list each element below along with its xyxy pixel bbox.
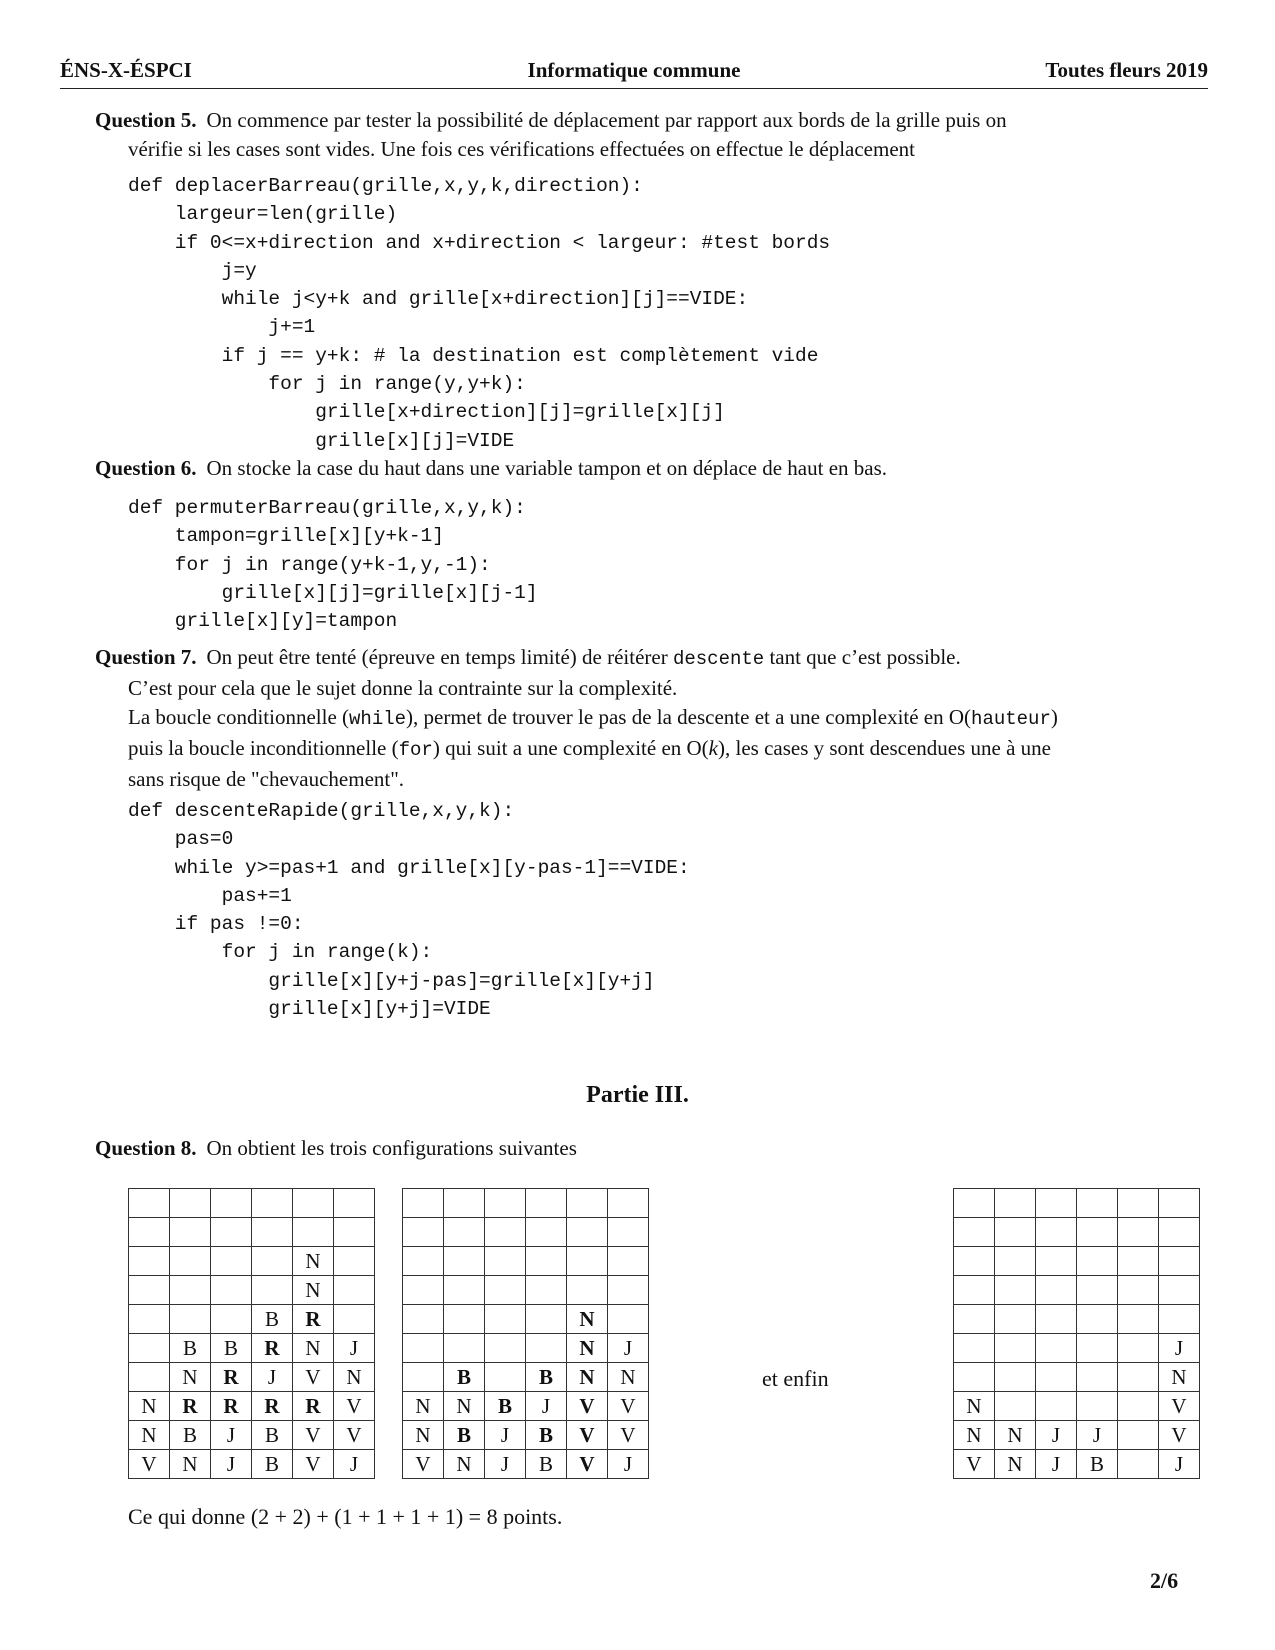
code-line: for j in range(k): [128, 941, 433, 964]
grid-cell [1036, 1276, 1077, 1305]
code-line: while y>=pas+1 and grille[x][y-pas-1]==VIDE: [128, 856, 690, 879]
grid-configuration-2 [402, 1188, 649, 1479]
grid-cell [526, 1218, 567, 1247]
grid-row [403, 1305, 649, 1334]
grid-cell: J [1036, 1450, 1077, 1479]
grid-cell [485, 1305, 526, 1334]
grid-cell: N [608, 1363, 649, 1392]
grid-cell: N [567, 1363, 608, 1392]
code-term-for: for [398, 739, 433, 761]
grid-cell: V [293, 1421, 334, 1450]
code-line: for j in range(y+k-1,y,-1): [128, 553, 491, 576]
grid-cell [1118, 1276, 1159, 1305]
grid-cell [170, 1276, 211, 1305]
question-7-line-5: sans risque de "chevauchement". [128, 767, 405, 791]
question-7-line-4b: ) qui suit a une complexité en O( [432, 736, 709, 760]
grid-cell: J [608, 1450, 649, 1479]
grid-row [403, 1189, 649, 1218]
question-7-line-3b: ), permet de trouver le pas de la descente et a une complexité en O( [406, 705, 972, 729]
grid-cell [1077, 1247, 1118, 1276]
grid-cell: B [444, 1363, 485, 1392]
grid-cell: J [485, 1450, 526, 1479]
code-line: def descenteRapide(grille,x,y,k): [128, 800, 515, 822]
section-title-partie-iii: Partie III. [586, 1082, 689, 1108]
question-7-label: Question 7. [95, 645, 197, 669]
grid-cell [485, 1218, 526, 1247]
code-line: def permuterBarreau(grille,x,y,k): [128, 497, 526, 519]
grid-cell [526, 1247, 567, 1276]
code-block-permuter-barreau [128, 494, 538, 635]
grid-cell: V [567, 1392, 608, 1421]
code-line: grille[x][y+j-pas]=grille[x][y+j] [128, 969, 655, 992]
grid-cell: R [252, 1334, 293, 1363]
grid-row [954, 1247, 1200, 1276]
code-block-deplacer-barreau [128, 172, 830, 455]
grid-cell: J [1077, 1421, 1118, 1450]
grid-cell: J [334, 1450, 375, 1479]
grid-cell: J [485, 1421, 526, 1450]
grid-cell [567, 1189, 608, 1218]
grid-cell: J [1159, 1334, 1200, 1363]
grid-cell [211, 1247, 252, 1276]
grid-cell: N [1159, 1363, 1200, 1392]
header-center: Informatique commune [527, 58, 741, 82]
grid-cell [1118, 1218, 1159, 1247]
question-6 [95, 454, 1208, 483]
grid-cell [334, 1276, 375, 1305]
question-7-line-3 [95, 703, 1208, 734]
code-line: tampon=grille[x][y+k-1] [128, 525, 444, 548]
grid-cell [1159, 1305, 1200, 1334]
grid-cell [995, 1392, 1036, 1421]
grid-cell [1118, 1334, 1159, 1363]
grid-cell [252, 1189, 293, 1218]
grid-cell: N [567, 1334, 608, 1363]
code-block-descente-rapide [128, 797, 690, 1023]
code-line: if 0<=x+direction and x+direction < largeur: #test bords [128, 231, 831, 254]
grid-cell: R [252, 1392, 293, 1421]
grid-cell [403, 1276, 444, 1305]
code-line: grille[x+direction][j]=grille[x][j] [128, 401, 725, 424]
conclusion-text: Ce qui donne (2 + 2) + (1 + 1 + 1 + 1) = 8 points. [128, 1504, 563, 1529]
grid-cell [995, 1218, 1036, 1247]
code-line: largeur=len(grille) [128, 203, 398, 226]
question-7-line-2: C’est pour cela que le sujet donne la contrainte sur la complexité. [128, 676, 678, 700]
grid-cell: N [444, 1450, 485, 1479]
question-7-line-1a: On peut être tenté (épreuve en temps limité) de réitérer [206, 645, 673, 669]
grid-row [954, 1392, 1200, 1421]
grid-cell [1118, 1363, 1159, 1392]
question-7-line-1b: tant que c’est possible. [764, 645, 961, 669]
grid-row [129, 1450, 375, 1479]
grid-row [403, 1276, 649, 1305]
grid-cell: N [403, 1392, 444, 1421]
grid-cell: B [252, 1450, 293, 1479]
grid-cell [995, 1305, 1036, 1334]
question-7-line-3c: ) [1050, 705, 1058, 729]
question-6-text: On stocke la case du haut dans une variable tampon et on déplace de haut en bas. [206, 456, 888, 480]
grid-cell [293, 1189, 334, 1218]
grid-cell [444, 1334, 485, 1363]
grid-cell: N [995, 1421, 1036, 1450]
grid-cell [1159, 1218, 1200, 1247]
grid-cell [567, 1218, 608, 1247]
question-7 [95, 643, 1208, 794]
code-term-hauteur: hauteur [971, 708, 1051, 730]
grid-row [954, 1450, 1200, 1479]
grid-cell: N [170, 1450, 211, 1479]
grid-cell [954, 1305, 995, 1334]
grid-cell [995, 1363, 1036, 1392]
grid-cell: N [403, 1421, 444, 1450]
grid-cell: J [211, 1421, 252, 1450]
grid-row [129, 1363, 375, 1392]
grid-cell [129, 1276, 170, 1305]
grid-cell: N [129, 1392, 170, 1421]
code-line: grille[x][j]=grille[x][j-1] [128, 581, 538, 604]
grid-cell [1036, 1305, 1077, 1334]
grid-row [954, 1334, 1200, 1363]
code-line: if pas !=0: [128, 913, 304, 936]
grid-cell [954, 1247, 995, 1276]
question-8-text: On obtient les trois configurations suivantes [206, 1136, 577, 1160]
grid-cell [129, 1247, 170, 1276]
grid-cell: N [129, 1421, 170, 1450]
grid-cell [954, 1189, 995, 1218]
grid-cell: J [211, 1450, 252, 1479]
grid-cell [608, 1189, 649, 1218]
code-line: grille[x][j]=VIDE [128, 429, 515, 452]
code-line: def deplacerBarreau(grille,x,y,k,direction): [128, 175, 643, 197]
grid-cell [1118, 1247, 1159, 1276]
grid-cell [170, 1247, 211, 1276]
grid-cell [1159, 1247, 1200, 1276]
grid-cell: R [293, 1305, 334, 1334]
code-term-while: while [349, 708, 407, 730]
header-left: ÉNS-X-ÉSPCI [60, 58, 192, 82]
grid-cell [1159, 1189, 1200, 1218]
grid-cell [444, 1276, 485, 1305]
grid-cell [1118, 1392, 1159, 1421]
grid-cell [1036, 1218, 1077, 1247]
grid-cell: J [608, 1334, 649, 1363]
grid-cell: J [1159, 1450, 1200, 1479]
code-line: j+=1 [128, 316, 316, 339]
grid-cell [526, 1305, 567, 1334]
code-line: if j == y+k: # la destination est complètement vide [128, 344, 819, 367]
grid-cell: J [252, 1363, 293, 1392]
grid-cell [129, 1334, 170, 1363]
grid-cell [1036, 1363, 1077, 1392]
grid-cell: B [252, 1305, 293, 1334]
grid-cell: B [1077, 1450, 1118, 1479]
question-7-line-4c: ), les cases y sont descendues une à une [718, 736, 1051, 760]
question-5-text-1: On commence par tester la possibilité de déplacement par rapport aux bords de la grille puis on [206, 108, 1007, 132]
grid-cell: B [170, 1334, 211, 1363]
grid-cell: N [293, 1334, 334, 1363]
grid-cell: V [334, 1392, 375, 1421]
question-5-text-2: vérifie si les cases sont vides. Une fois ces vérifications effectuées on effectue le déplacement [128, 137, 915, 161]
grid-cell: V [567, 1421, 608, 1450]
grid-cell [954, 1334, 995, 1363]
grid-cell [1118, 1189, 1159, 1218]
grid-row [129, 1305, 375, 1334]
grid-cell: V [334, 1421, 375, 1450]
grid-cell [444, 1305, 485, 1334]
grid-cell [608, 1247, 649, 1276]
grid-cell [403, 1334, 444, 1363]
code-line: while j<y+k and grille[x+direction][j]==VIDE: [128, 288, 749, 311]
grid-cell [252, 1218, 293, 1247]
grid-cell [334, 1305, 375, 1334]
grid-cell [485, 1247, 526, 1276]
grid-cell: B [485, 1392, 526, 1421]
grid-cell: N [334, 1363, 375, 1392]
grid-row [403, 1392, 649, 1421]
grid-row [129, 1218, 375, 1247]
grid-cell [1077, 1363, 1118, 1392]
page-number: 2/6 [1150, 1568, 1179, 1593]
grid-row [129, 1189, 375, 1218]
grid-cell [293, 1218, 334, 1247]
grid-row [129, 1247, 375, 1276]
grid-cell [403, 1363, 444, 1392]
grid-cell [1077, 1218, 1118, 1247]
code-line: for j in range(y,y+k): [128, 373, 526, 396]
grid-cell: V [608, 1392, 649, 1421]
grid-cell [1036, 1247, 1077, 1276]
grid-cell: V [293, 1450, 334, 1479]
grid-cell [954, 1276, 995, 1305]
grid-cell [170, 1218, 211, 1247]
grid-row [403, 1363, 649, 1392]
grid-cell [485, 1334, 526, 1363]
grid-cell [252, 1276, 293, 1305]
grid-cell [1036, 1392, 1077, 1421]
grid-cell [129, 1189, 170, 1218]
grid-cell [608, 1218, 649, 1247]
grid-cell [954, 1363, 995, 1392]
grid-cell [444, 1189, 485, 1218]
grid-row [954, 1189, 1200, 1218]
grid-cell: V [293, 1363, 334, 1392]
grid-cell: B [252, 1421, 293, 1450]
et-enfin-text: et enfin [762, 1366, 829, 1391]
grid-cell [526, 1334, 567, 1363]
question-8 [95, 1134, 1208, 1163]
grid-cell [334, 1247, 375, 1276]
grid-cell [995, 1247, 1036, 1276]
grid-cell [334, 1189, 375, 1218]
grid-row [129, 1421, 375, 1450]
grid-cell [608, 1276, 649, 1305]
grid-cell [170, 1305, 211, 1334]
grid-row [954, 1218, 1200, 1247]
grid-cell: V [1159, 1392, 1200, 1421]
grid-cell [129, 1218, 170, 1247]
grid-cell [334, 1218, 375, 1247]
grid-cell [211, 1276, 252, 1305]
code-line: grille[x][y+j]=VIDE [128, 998, 491, 1021]
grid-row [403, 1334, 649, 1363]
grid-cell [403, 1247, 444, 1276]
question-7-line-3a: La boucle conditionnelle ( [128, 705, 350, 729]
grid-cell [1077, 1334, 1118, 1363]
grid-cell: R [211, 1392, 252, 1421]
question-5 [95, 106, 1208, 164]
grid-cell: N [444, 1392, 485, 1421]
grid-cell: N [567, 1305, 608, 1334]
grid-cell [403, 1305, 444, 1334]
grid-cell [1118, 1305, 1159, 1334]
header-right: Toutes fleurs 2019 [1045, 58, 1208, 82]
grid-cell [444, 1247, 485, 1276]
grid-cell: B [526, 1450, 567, 1479]
grid-cell: J [526, 1392, 567, 1421]
grid-cell: R [170, 1392, 211, 1421]
grid-row [403, 1247, 649, 1276]
grid-cell [1077, 1392, 1118, 1421]
grid-cell: B [170, 1421, 211, 1450]
grid-row [129, 1276, 375, 1305]
grid-cell [1077, 1189, 1118, 1218]
grid-cell [485, 1363, 526, 1392]
grid-cell [954, 1218, 995, 1247]
math-k: k [708, 736, 718, 760]
grid-cell [403, 1218, 444, 1247]
grid-cell: B [444, 1421, 485, 1450]
grid-cell [252, 1247, 293, 1276]
grid-cell [211, 1218, 252, 1247]
page-header [60, 54, 1208, 89]
grid-cell [526, 1276, 567, 1305]
grid-configuration-3 [953, 1188, 1200, 1479]
grid-cell [211, 1189, 252, 1218]
grid-cell [1159, 1276, 1200, 1305]
grid-row [954, 1305, 1200, 1334]
grid-cell [995, 1189, 1036, 1218]
grid-row [129, 1392, 375, 1421]
grid-row [403, 1218, 649, 1247]
question-8-label: Question 8. [95, 1136, 197, 1160]
grid-cell [1036, 1334, 1077, 1363]
grid-cell: B [526, 1363, 567, 1392]
grid-cell [129, 1363, 170, 1392]
grid-cell [1118, 1421, 1159, 1450]
question-7-line-4a: puis la boucle inconditionnelle ( [128, 736, 399, 760]
grid-cell: J [334, 1334, 375, 1363]
grid-cell [567, 1247, 608, 1276]
grid-cell: V [129, 1450, 170, 1479]
grid-cell: V [567, 1450, 608, 1479]
grid-cell [567, 1276, 608, 1305]
code-term-descente: descente [672, 648, 765, 670]
grid-cell: R [211, 1363, 252, 1392]
grid-configuration-1 [128, 1188, 375, 1479]
grid-row [954, 1421, 1200, 1450]
grid-cell: V [403, 1450, 444, 1479]
grid-cell: R [293, 1392, 334, 1421]
grid-cell [995, 1334, 1036, 1363]
grid-cell: N [170, 1363, 211, 1392]
grid-cell: N [293, 1276, 334, 1305]
question-6-label: Question 6. [95, 456, 197, 480]
grid-cell [1036, 1189, 1077, 1218]
grid-cell: N [954, 1421, 995, 1450]
question-7-line-4 [95, 734, 1208, 765]
grid-cell [129, 1305, 170, 1334]
grid-cell [403, 1189, 444, 1218]
grid-cell: V [1159, 1421, 1200, 1450]
grid-cell: N [995, 1450, 1036, 1479]
grid-cell: V [954, 1450, 995, 1479]
grid-cell: B [211, 1334, 252, 1363]
grid-cell [608, 1305, 649, 1334]
grid-cell [1077, 1305, 1118, 1334]
grid-cell: V [608, 1421, 649, 1450]
code-line: pas=0 [128, 828, 234, 851]
grid-row [403, 1450, 649, 1479]
grid-row [403, 1421, 649, 1450]
question-5-label: Question 5. [95, 108, 197, 132]
grid-cell [170, 1189, 211, 1218]
grid-cell [1077, 1276, 1118, 1305]
grid-cell: B [526, 1421, 567, 1450]
code-line: pas+=1 [128, 884, 292, 907]
grid-row [954, 1363, 1200, 1392]
grid-cell: N [954, 1392, 995, 1421]
grid-cell [485, 1189, 526, 1218]
grid-cell [485, 1276, 526, 1305]
grid-cell: N [293, 1247, 334, 1276]
grid-cell: J [1036, 1421, 1077, 1450]
code-line: j=y [128, 259, 257, 282]
code-line: grille[x][y]=tampon [128, 610, 398, 633]
grid-cell [526, 1189, 567, 1218]
grid-cell [211, 1305, 252, 1334]
grid-cell [995, 1276, 1036, 1305]
grid-cell [1118, 1450, 1159, 1479]
grid-row [129, 1334, 375, 1363]
grid-cell [444, 1218, 485, 1247]
grid-row [954, 1276, 1200, 1305]
